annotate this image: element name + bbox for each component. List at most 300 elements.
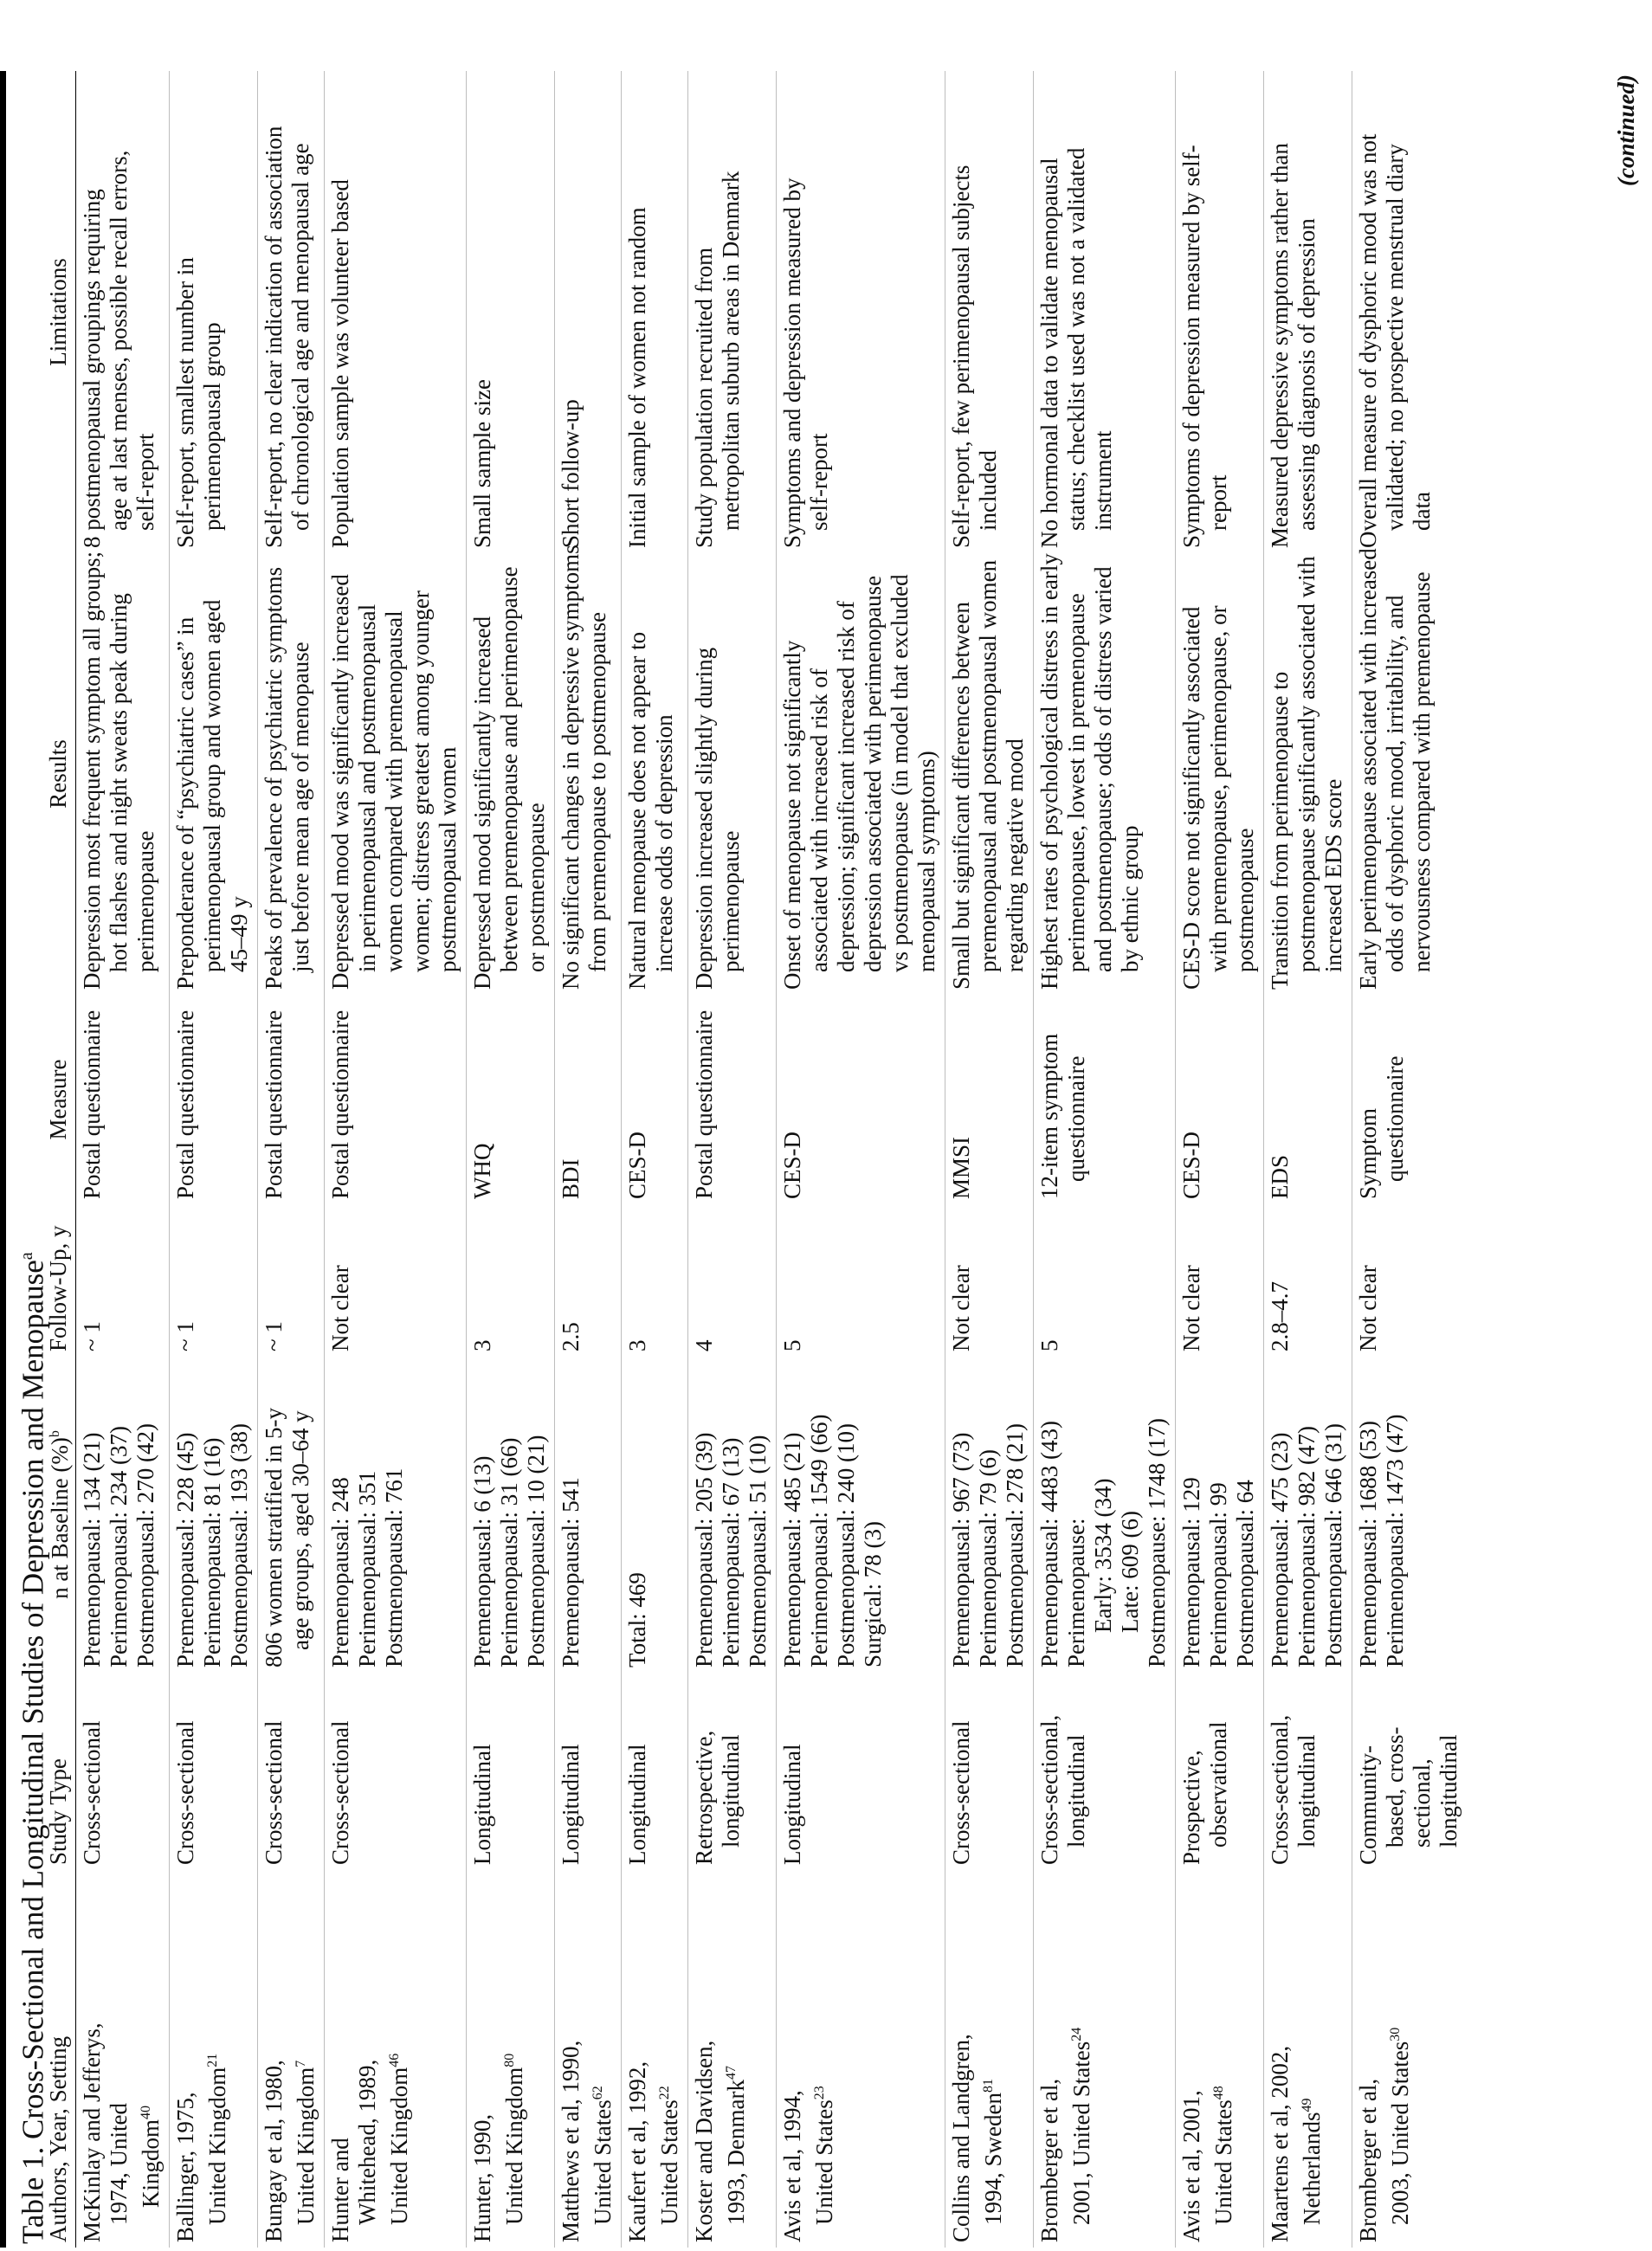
n-baseline-line: Postmenopausal: 51 (10) (745, 1435, 771, 1667)
n-baseline-line: Perimenopausal: 79 (6) (975, 1449, 1001, 1667)
limitations-line: assessing diagnosis of depression (1294, 218, 1320, 531)
cell-study-type (1264, 1673, 1352, 1870)
n-baseline-line: Postmenopausal: 240 (10) (833, 1423, 859, 1667)
results-line: postmenopause significantly associated with (1294, 556, 1320, 972)
continued-note: (continued) (1613, 74, 1639, 187)
cell-study-type (1352, 1673, 1468, 1870)
n-baseline-line: Postmenopausal: 10 (21) (523, 1435, 549, 1667)
cell-n-baseline (1176, 1357, 1264, 1673)
n-baseline-line: Perimenopausal: 67 (13) (718, 1437, 744, 1667)
cell-follow-up: Not clear (1176, 1204, 1264, 1357)
cell-results (1352, 548, 1468, 995)
cell-follow-up: 3 (622, 1204, 688, 1357)
n-baseline-line: Surgical: 78 (3) (860, 1521, 886, 1667)
cell-n-baseline (945, 1357, 1034, 1673)
n-baseline-line: Postmenopausal: 270 (42) (132, 1423, 158, 1667)
results-line: Highest rates of psychological distress in early (1036, 553, 1062, 990)
reference-number: 46 (387, 2053, 402, 2067)
table-body (76, 71, 1468, 2248)
measure-line: WHQ (469, 1143, 495, 1199)
cell-authors (1352, 1870, 1468, 2248)
results-line: depression; significant increased risk of (833, 601, 859, 972)
measure-line: Postal questionnaire (172, 1009, 198, 1199)
author-line-text: United States (1210, 2099, 1236, 2225)
author-line: McKinlay and Jefferys, (79, 2022, 105, 2242)
table-row (170, 71, 258, 2248)
results-line: and postmenopause; odds of distress varied (1090, 566, 1116, 972)
cell-limitations (1034, 71, 1176, 553)
author-line: Ballinger, 1975, (172, 2092, 198, 2242)
results-line: Depressed mood was significantly increased (327, 574, 353, 990)
results-line: perimenopause (132, 830, 158, 972)
limitations-line: Initial sample of women not random (624, 207, 650, 548)
results-line: perimenopause, lowest in premenopause (1063, 593, 1089, 972)
cell-results (76, 553, 170, 995)
reference-number: 47 (724, 2066, 739, 2080)
table-row (467, 71, 555, 2248)
cell-authors (945, 1870, 1034, 2248)
header-limitations: Limitations (42, 71, 76, 553)
author-line: Maartens et al, 2002, (1267, 2045, 1293, 2242)
cell-follow-up: 2.8–4.7 (1264, 1204, 1352, 1357)
n-baseline-line: Perimenopausal: 351 (354, 1470, 380, 1667)
measure-line: EDS (1267, 1154, 1293, 1199)
cell-authors (325, 1870, 467, 2248)
cell-results (325, 553, 467, 995)
measure-line: questionnaire (1063, 1055, 1089, 1182)
results-line: CES-D score not significantly associated (1178, 606, 1204, 990)
reference-number: 40 (139, 2105, 153, 2119)
author-line-text: 2003, United States (1387, 2041, 1413, 2225)
results-line: with premenopause, perimenopause, or (1205, 605, 1231, 972)
n-baseline-line: Early: 3534 (34) (1090, 1478, 1116, 1633)
cell-limitations (170, 71, 258, 553)
n-baseline-line: Premenopausal: 1688 (53) (1355, 1421, 1381, 1667)
limitations-line: Measured depressive symptoms rather than (1267, 143, 1293, 548)
header-follow-up: Follow-Up, y (42, 1204, 76, 1357)
study-type-line: Cross-sectional (327, 1720, 353, 1865)
author-line: Collins and Landgren, (948, 2034, 974, 2242)
reference-number: 22 (657, 2086, 672, 2100)
study-type-line: Longitudinal (779, 1744, 805, 1865)
table-row (1352, 71, 1468, 2248)
study-type-line: observational (1205, 1721, 1231, 1848)
study-type-line: Prospective, (1178, 1750, 1204, 1865)
header-authors: Authors, Year, Setting (42, 1870, 76, 2248)
results-line: women; distress greatest among younger (408, 590, 434, 972)
limitations-line: Self-report, smallest number in (172, 257, 198, 548)
cell-measure (76, 995, 170, 1204)
results-line: postmenopausal women (435, 746, 461, 972)
cell-study-type (467, 1673, 555, 1870)
limitations-line: self-report (806, 433, 832, 531)
cell-results (777, 553, 945, 995)
cell-measure (170, 995, 258, 1204)
measure-line: Postal questionnaire (79, 1009, 105, 1199)
reference-number: 48 (1211, 2086, 1226, 2100)
results-line: increase odds of depression (651, 714, 677, 972)
cell-limitations (1264, 71, 1352, 553)
measure-line: BDI (558, 1158, 584, 1199)
results-line: postmenopause (1232, 828, 1258, 972)
measure-line: CES-D (1178, 1131, 1204, 1199)
cell-measure (555, 995, 622, 1204)
author-line-text: 1993, Denmark (723, 2080, 749, 2225)
n-baseline-line: Perimenopausal: 31 (66) (496, 1437, 522, 1667)
limitations-line: Population sample was volunteer based (327, 179, 353, 548)
measure-line: CES-D (624, 1131, 650, 1199)
results-line: or postmenopause (523, 803, 549, 972)
table-row (1176, 71, 1264, 2248)
study-type-line: Cross-sectional (261, 1720, 287, 1865)
reference-number: 62 (590, 2086, 605, 2100)
n-baseline-line: Late: 609 (6) (1117, 1511, 1143, 1633)
header-measure: Measure (42, 995, 76, 1204)
results-line: menopausal symptoms) (913, 751, 939, 972)
author-line: Hunter, 1990, (469, 2113, 495, 2242)
study-type-line: Longitudinal (558, 1744, 584, 1865)
n-baseline-line: Premenopausal: 541 (558, 1477, 584, 1667)
n-baseline-line: Postmenopausal: 278 (21) (1002, 1423, 1028, 1667)
results-line: increased EDS score (1320, 778, 1346, 972)
cell-measure (1034, 995, 1176, 1204)
study-type-line: longitudinal (1436, 1734, 1462, 1848)
results-line: Depression most frequent symptom all groups; (79, 551, 105, 990)
limitations-line: instrument (1090, 430, 1116, 531)
n-baseline-line: Postmenopausal: 193 (38) (226, 1423, 252, 1667)
author-line (132, 1875, 165, 2242)
cell-measure (688, 995, 777, 1204)
cell-results (688, 553, 777, 995)
cell-follow-up: Not clear (325, 1204, 467, 1357)
cell-n-baseline (1264, 1357, 1352, 1673)
table-row (1034, 71, 1176, 2248)
n-baseline-line: Perimenopause: (1063, 1518, 1089, 1667)
cell-measure (1176, 995, 1264, 1204)
author-line (975, 1875, 1007, 2242)
author-line: Bromberger et al, (1036, 2078, 1062, 2242)
cell-measure (622, 995, 688, 1204)
study-type-line: longitudinal (1294, 1734, 1320, 1848)
author-line: Koster and Davidsen, (691, 2040, 717, 2242)
author-line-text: United States (590, 2099, 616, 2225)
limitations-line: included (975, 450, 1001, 531)
study-type-line: based, cross- (1382, 1726, 1408, 1848)
cell-n-baseline (555, 1357, 622, 1673)
author-line: Avis et al, 1994, (779, 2090, 805, 2242)
study-type-line: longitudinal (718, 1734, 744, 1848)
cell-study-type (555, 1673, 622, 1870)
cell-study-type (1176, 1673, 1264, 1870)
author-line-text: United Kingdom (386, 2067, 412, 2225)
cell-authors (688, 1870, 777, 2248)
n-baseline-line: age groups, aged 30–64 y (287, 1410, 313, 1650)
limitations-line: data (1409, 492, 1435, 531)
cell-limitations (1352, 71, 1468, 553)
author-line (651, 1875, 683, 2242)
results-line: Peaks of prevalence of psychiatric symptoms (261, 566, 287, 990)
cell-study-type (170, 1673, 258, 1870)
limitations-line: Self-report, few perimenopausal subjects (948, 164, 974, 548)
cell-measure (1264, 995, 1352, 1204)
reference-number: 80 (502, 2053, 517, 2067)
cell-results (1264, 553, 1352, 995)
limitations-line: metropolitan suburb areas in Denmark (718, 171, 744, 531)
study-type-line: Cross-sectional (172, 1720, 198, 1865)
cell-authors (170, 1870, 258, 2248)
results-line: perimenopause (718, 830, 744, 972)
n-baseline-line: Perimenopausal: 982 (47) (1294, 1426, 1320, 1667)
results-line: depression associated with perimenopause (860, 575, 886, 972)
results-line: nervousness compared with premenopause (1409, 571, 1435, 972)
limitations-line: report (1205, 474, 1231, 531)
cell-limitations (258, 71, 325, 553)
study-type-line: Cross-sectional (948, 1720, 974, 1865)
cell-study-type (1034, 1673, 1176, 1870)
cell-study-type (688, 1673, 777, 1870)
author-line (1294, 1875, 1326, 2242)
reference-number: 49 (1300, 2098, 1314, 2112)
cell-follow-up: ~ 1 (170, 1204, 258, 1357)
n-baseline-line: Premenopausal: 475 (23) (1267, 1432, 1293, 1667)
n-baseline-line: Premenopausal: 228 (45) (172, 1432, 198, 1667)
author-line-text: 2001, United States (1068, 2041, 1094, 2225)
n-baseline-line: Postmenopausal: 646 (31) (1320, 1423, 1346, 1667)
cell-authors (258, 1870, 325, 2248)
n-baseline-line: Premenopausal: 967 (73) (948, 1432, 974, 1667)
table-row (777, 71, 945, 2248)
results-line: premenopausal and postmenopausal women (975, 559, 1001, 972)
limitations-line: status; checklist used was not a validated (1063, 147, 1089, 531)
author-line: Bromberger et al, (1355, 2078, 1381, 2242)
results-line: between premenopause and perimenopause (496, 566, 522, 972)
limitations-line: Self-report, no clear indication of association (261, 126, 287, 548)
author-line (1382, 1875, 1414, 2242)
table-row (1264, 71, 1352, 2248)
results-line: women compared with premenopausal (381, 610, 407, 972)
limitations-line: Small sample size (469, 379, 495, 548)
limitations-line: self-report (132, 433, 158, 531)
table-title-text: Table 1. Cross-Sectional and Longitudinal Studies of Depression and Menopause (16, 1260, 50, 2244)
cell-limitations (325, 71, 467, 553)
author-line: 1974, United (106, 2103, 132, 2225)
author-line-text: Kingdom (138, 2119, 164, 2208)
header-results: Results (42, 553, 76, 995)
cell-study-type (622, 1673, 688, 1870)
cell-study-type (258, 1673, 325, 1870)
n-baseline-line: Perimenopausal: 99 (1205, 1482, 1231, 1667)
table-row (555, 71, 622, 2248)
measure-line: Postal questionnaire (327, 1009, 353, 1199)
cell-n-baseline (688, 1357, 777, 1673)
n-baseline-line: Perimenopausal: 81 (16) (199, 1437, 225, 1667)
cell-authors (1034, 1870, 1176, 2248)
results-line: just before mean age of menopause (287, 642, 313, 972)
author-line (381, 1875, 413, 2242)
limitations-line: validated; no prospective menstrual diary (1382, 144, 1408, 531)
cell-follow-up: 3 (467, 1204, 555, 1357)
study-type-line: Cross-sectional, (1267, 1714, 1293, 1865)
results-line: perimenopausal group and women aged (199, 599, 225, 972)
studies-table (42, 71, 1467, 2248)
measure-line: questionnaire (1382, 1055, 1408, 1182)
limitations-line: No hormonal data to validate menopausal (1036, 158, 1062, 548)
results-line: Transition from perimenopause to (1267, 671, 1293, 990)
limitations-line: age at last menses, possible recall errors, (106, 150, 132, 531)
results-line: Small but significant differences between (948, 602, 974, 990)
measure-line: Postal questionnaire (691, 1009, 717, 1199)
cell-follow-up: ~ 1 (258, 1204, 325, 1357)
measure-line: MMSI (948, 1136, 974, 1199)
results-line: regarding negative mood (1002, 739, 1028, 972)
header-row (42, 71, 76, 2248)
study-type-line: sectional, (1409, 1758, 1435, 1848)
author-line-text: United Kingdom (293, 2067, 319, 2225)
cell-follow-up: Not clear (1355, 1265, 1381, 1351)
table-title (0, 71, 50, 2248)
reference-number: 23 (812, 2086, 827, 2100)
author-line (806, 1875, 838, 2242)
table-row (688, 71, 777, 2248)
table-row (258, 71, 325, 2248)
limitations-line: Study population recruited from (691, 247, 717, 548)
cell-study-type (945, 1673, 1034, 1870)
n-baseline-line: Premenopausal: 134 (21) (79, 1432, 105, 1667)
reference-number: 30 (1388, 2027, 1403, 2041)
results-line: vs postmenopause (in model that excluded (887, 574, 913, 972)
results-line: by ethnic group (1117, 825, 1143, 972)
cell-n-baseline (777, 1357, 945, 1673)
cell-n-baseline (622, 1357, 688, 1673)
header-study-type: Study Type (42, 1673, 76, 1870)
cell-results (258, 553, 325, 995)
author-line (287, 1875, 319, 2242)
table-row (945, 71, 1034, 2248)
cell-authors (1176, 1870, 1264, 2248)
cell-results (170, 553, 258, 995)
author-line (1063, 1875, 1095, 2242)
author-line (496, 1875, 528, 2242)
cell-authors (777, 1870, 945, 2248)
results-line: Depressed mood significantly increased (469, 616, 495, 990)
author-line: Whitehead, 1989, (354, 2059, 380, 2225)
cell-n-baseline (76, 1357, 170, 1673)
n-baseline-line: Postmenopausal: 761 (381, 1467, 407, 1667)
limitations-line: perimenopausal group (199, 322, 225, 531)
cell-limitations (688, 71, 777, 553)
measure-line: Symptom (1355, 1107, 1381, 1199)
limitations-line: of chronological age and menopausal age (287, 143, 313, 531)
cell-limitations (555, 71, 622, 553)
study-type-line: Community- (1355, 1745, 1381, 1865)
cell-results (622, 553, 688, 995)
study-type-line: Cross-sectional, (1036, 1714, 1062, 1865)
n-baseline-line: Premenopausal: 205 (39) (691, 1432, 717, 1667)
cell-results (945, 553, 1034, 995)
cell-follow-up: 2.5 (555, 1204, 622, 1357)
header-n-baseline-text: n at Baseline (%) (47, 1437, 73, 1599)
cell-n-baseline (325, 1357, 467, 1673)
n-baseline-line: Premenopausal: 248 (327, 1477, 353, 1667)
author-line (718, 1875, 750, 2242)
cell-measure (325, 995, 467, 1204)
study-type-line: Retrospective, (691, 1730, 717, 1865)
cell-n-baseline (170, 1357, 258, 1673)
cell-measure (467, 995, 555, 1204)
results-line: odds of dysphoric mood, irritability, and (1382, 595, 1408, 972)
cell-limitations (945, 71, 1034, 553)
results-line: associated with increased risk of (806, 668, 832, 972)
cell-follow-up: 5 (1034, 1204, 1176, 1357)
cell-follow-up: 5 (777, 1204, 945, 1357)
table-row (325, 71, 467, 2248)
author-line-text: United States (656, 2099, 682, 2225)
cell-measure (1352, 995, 1468, 1204)
table-row (622, 71, 688, 2248)
author-line-text: 1994, Sweden (980, 2093, 1006, 2225)
cell-n-baseline (467, 1357, 555, 1673)
author-line: Bungay et al, 1980, (261, 2060, 287, 2242)
study-type-line: Longitudinal (469, 1744, 495, 1865)
results-line: No significant changes in depressive symptoms (558, 545, 584, 990)
cell-measure (777, 995, 945, 1204)
limitations-line: Symptoms and depression measured by (779, 177, 805, 548)
study-type-line: Cross-sectional (79, 1720, 105, 1865)
reference-number: 81 (981, 2079, 996, 2093)
n-baseline-line: Premenopausal: 485 (21) (779, 1432, 805, 1667)
cell-authors (76, 1870, 170, 2248)
cell-authors (555, 1870, 622, 2248)
cell-authors (622, 1870, 688, 2248)
cell-study-type (76, 1673, 170, 1870)
title-footnote-marker: a (17, 1252, 36, 1261)
reference-number: 24 (1069, 2027, 1084, 2041)
n-baseline-line: Total: 469 (624, 1572, 650, 1667)
author-line: Avis et al, 2001, (1178, 2090, 1204, 2242)
cell-authors (1264, 1870, 1352, 2248)
cell-limitations (467, 71, 555, 553)
cell-n-baseline (258, 1357, 325, 1673)
author-line: Kaufert et al, 1992, (624, 2061, 650, 2242)
limitations-line: 8 postmenopausal groupings requiring (79, 189, 105, 548)
study-type-line: longitudinal (1063, 1734, 1089, 1848)
results-line: in perimenopausal and postmenopausal (354, 603, 380, 972)
author-line (1205, 1875, 1237, 2242)
header-footnote-marker: b (48, 1430, 62, 1438)
measure-line: 12-item symptom (1036, 1033, 1062, 1199)
n-baseline-line: Perimenopausal: 1473 (47) (1382, 1414, 1408, 1667)
cell-limitations (777, 71, 945, 553)
header-n-baseline (42, 1357, 76, 1673)
n-baseline-line: Perimenopausal: 234 (37) (106, 1426, 132, 1667)
n-baseline-line: Perimenopausal: 1549 (66) (806, 1414, 832, 1667)
limitations-line: Short follow-up (558, 399, 584, 548)
n-baseline-line: Premenopausal: 129 (1178, 1477, 1204, 1667)
cell-limitations (1176, 71, 1264, 553)
author-line (584, 1875, 616, 2242)
cell-follow-up: Not clear (945, 1204, 1034, 1357)
author-line-text: United States (811, 2099, 837, 2225)
n-baseline-line: Postmenopause: 1748 (17) (1144, 1418, 1170, 1667)
n-baseline-line: Premenopausal: 4483 (43) (1036, 1421, 1062, 1667)
cell-results (555, 545, 622, 995)
cell-measure (258, 995, 325, 1204)
cell-follow-up: ~ 1 (76, 1204, 170, 1357)
reference-number: 7 (294, 2060, 308, 2067)
results-line: Onset of menopause not significantly (779, 640, 805, 990)
cell-results (1176, 553, 1264, 995)
table-row (76, 71, 170, 2248)
